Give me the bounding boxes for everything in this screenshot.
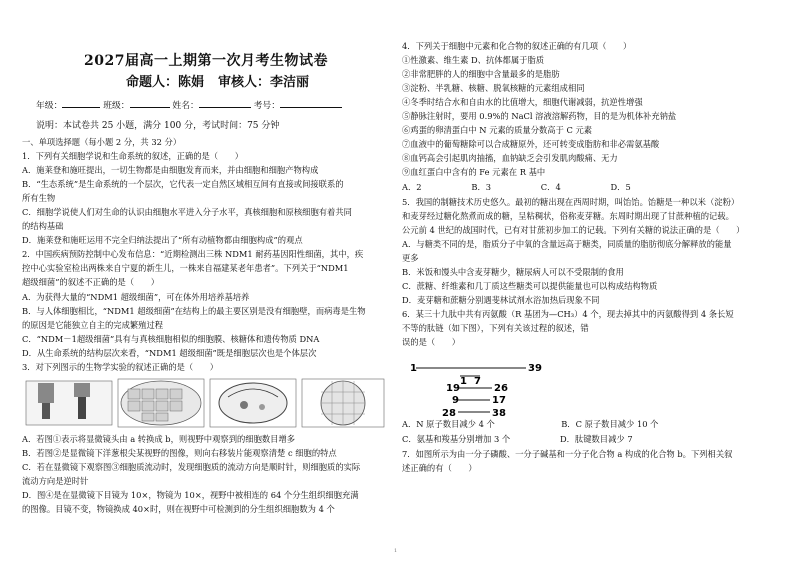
label-7: 7 <box>474 376 481 387</box>
text-line: ④冬季时结合水和自由水的比值增大，细胞代谢减弱，抗逆性增强 <box>402 97 643 107</box>
text-line: 3．对下列图示的生物学实验的叙述正确的是（ ） <box>22 362 219 372</box>
label-19: 19 <box>446 383 460 394</box>
text-line: C．若在显微镜下观察图③细胞质流动时，发现细胞质的流动方向是顺时针，则细胞质的实际 <box>22 462 361 472</box>
text-line: 2．中国疾病预防控制中心发布信息：“近期检测出三株 NDM1 耐药基因阳性细菌，其中，疾 <box>22 249 364 259</box>
text-line: A．与糖类不同的是，脂质分子中氧的含量远高于糖类，同质量的脂肪彻底分解释放的能量 <box>402 239 732 249</box>
student-info-line <box>36 98 342 114</box>
author-label: 命题人：陈娟 <box>126 75 205 90</box>
label-9: 9 <box>452 395 459 406</box>
label-17: 17 <box>492 395 506 406</box>
text-line: 流动方向是逆时针 <box>22 476 89 486</box>
text-line: ⑥鸡蛋的卵清蛋白中 N 元素的质量分数高于 C 元素 <box>402 125 593 135</box>
number-field[interactable] <box>280 98 342 108</box>
text-line: 1．下列有关细胞学说和生命系统的叙述，正确的是（ ） <box>22 151 243 161</box>
text-line: 公元前 4 世纪的战国时代，已有对甘蔗初步加工的记载。下列有关糖的说法正确的是（ ） <box>402 225 745 235</box>
text-line: A．N 原子数目减少 4 个 B．C 原子数目减少 10 个 <box>402 419 659 429</box>
text-line: D．施莱登和施旺运用不完全归纳法提出了“所有动植物都由细胞构成”的观点 <box>22 235 303 245</box>
label-28: 28 <box>442 408 456 419</box>
text-line: ②非常肥胖的人的细胞中含量最多的是脂肪 <box>402 69 560 79</box>
figure-1-objectives <box>26 381 112 425</box>
label-start: 1 <box>410 363 417 374</box>
text-line: B．米饭和馒头中含麦芽糖少，糖尿病人可以不受限制的食用 <box>402 267 624 277</box>
text-line: 5．我国的制糖技术历史悠久。最初的糖出现在西周时期，叫饴饴。饴糖是一种以米（淀粉） <box>402 197 740 207</box>
reviewer-label: 审核人：李洁丽 <box>218 75 310 90</box>
text-line: ⑧血钙高会引起肌肉抽搐，血钠缺乏会引发肌肉酸痛、无力 <box>402 153 618 163</box>
label-end: 39 <box>528 363 542 374</box>
text-line: C．蔗糖、纤维素和几丁质这些糖类可以提供能量也可以构成结构物质 <box>402 281 658 291</box>
text-line: ⑨血红蛋白中含有的 Fe 元素在 R 基中 <box>402 167 546 177</box>
text-line: 的结构基础 <box>22 221 64 231</box>
class-field[interactable] <box>130 98 170 108</box>
text-line: 和麦芽经过糖化熬煮而成的糖，呈粘稠状，俗称麦芽糖。东周时期出现了甘蔗种植的记载。 <box>402 211 734 221</box>
number-label: 考号： <box>253 101 281 111</box>
text-line: B．“生态系统”是生命系统的一个层次，它代表一定自然区域相互间有直接或间接联系的 <box>22 179 344 189</box>
figure-2-root-tip-cells <box>118 379 204 427</box>
text-line: 控中心实验室检出两株来自宁夏的新生儿，一株来自福建某老年患者”。下列关于“NDM1 <box>22 263 349 273</box>
exam-note: 说明：本试卷共 25 小题，满分 100 分，考试时间：75 分钟 <box>36 121 280 131</box>
label-38: 38 <box>492 408 506 419</box>
text-line: A．施莱登和施旺提出，一切生物都是由细胞发育而来，并由细胞和细胞产物构成 <box>22 165 319 175</box>
text-line: D．从生命系统的结构层次来看，“NDM1 超级细菌”既是细胞层次也是个体层次 <box>22 348 317 358</box>
text-line: 所有生物 <box>22 193 56 203</box>
name-field[interactable] <box>199 98 251 108</box>
text-line: 的图像。目镜不变，物镜换成 40×时，则在视野中可检测到的分生组织细胞数为 4 个 <box>22 504 335 514</box>
microscope-figure-strip <box>24 375 386 429</box>
text-line: 述正确的有（ ） <box>402 463 477 473</box>
text-line: A．2 B．3 C．4 D．5 <box>402 182 631 192</box>
text-line: ③淀粉、半乳糖、核糖、脱氧核糖的元素组成相同 <box>402 83 585 93</box>
grade-field[interactable] <box>62 98 100 108</box>
class-label: 班级： <box>103 101 130 111</box>
page-number: 1 <box>394 548 398 554</box>
text-line: ①性激素、维生素 D、抗体都属于脂质 <box>402 55 545 65</box>
peptide-diagram <box>410 360 570 420</box>
text-line: 更多 <box>402 253 419 263</box>
label-26: 26 <box>494 383 508 394</box>
text-line: A．若图①表示将显微镜头由 a 转换成 b，则视野中观察到的细胞数目增多 <box>22 434 296 444</box>
grade-label: 年级： <box>36 101 63 111</box>
figure-3-cytoplasm-flow <box>210 379 296 427</box>
text-line: 6．某三十九肽中共有丙氨酸（R 基团为—CH₃）4 个，现去掉其中的丙氨酸得到 4 条长短 <box>402 309 734 319</box>
figure-4-cell-grid <box>302 379 384 427</box>
text-line: 7．如图所示为由一分子磷酸、一分子碱基和一分子化合物 a 构成的化合物 b。下列相关叙 <box>402 449 733 459</box>
text-line: C．细胞学说使人们对生命的认识由细胞水平进入分子水平，真核细胞和原核细胞有着共同 <box>22 207 352 217</box>
label-1: 1 <box>460 376 467 387</box>
name-label: 姓名： <box>172 101 199 111</box>
exam-title: 2027届高一上期第一次月考生物试卷 <box>84 53 328 69</box>
text-line: 的原因是它能独立自主的完成繁殖过程 <box>22 320 164 330</box>
text-line: 一、单项选择题（每小题 2 分，共 32 分） <box>22 137 182 147</box>
text-line: D．麦芽糖和蔗糖分别遇斐林试剂水浴加热后现象不同 <box>402 295 600 305</box>
text-line: 不等的肽链（如下图），下列有关该过程的叙述，错 <box>402 323 589 333</box>
text-line: A．为获得大量的“NDM1 超级细菌”，可在体外用培养基培养 <box>22 292 250 302</box>
text-line: B．与人体细胞相比，“NDM1 超级细菌”在结构上的最主要区别是没有细胞壁，而病毒是生物 <box>22 306 366 316</box>
text-line: ⑦血液中的葡萄糖除可以合成糖原外，还可转变成脂肪和非必需氨基酸 <box>402 139 660 149</box>
text-line: 误的是（ ） <box>402 337 461 347</box>
text-line: B．若图②是显微镜下洋葱根尖某视野的图像，则向右移装片能观察清楚 c 细胞的特点 <box>22 448 337 458</box>
text-line: D．图④是在显微镜下目镜为 10×，物镜为 10×，视野中被相连的 64 个分生组织细胞充满 <box>22 490 359 500</box>
text-line: 超级细菌”的叙述不正确的是（ ） <box>22 277 159 287</box>
text-line: ⑤静脉注射时，要用 0.9%的 NaCl 溶液溶解药物，目的是为机体补充钠盐 <box>402 111 677 121</box>
text-line: C．氨基和羧基分别增加 3 个 D．肽键数目减少 7 <box>402 434 633 444</box>
text-line: 4．下列关于细胞中元素和化合物的叙述正确的有几项（ ） <box>402 41 632 51</box>
text-line: C．“NDM－1超级细菌”具有与真核细胞相似的细胞膜、核糖体和遗传物质 DNA <box>22 334 320 344</box>
